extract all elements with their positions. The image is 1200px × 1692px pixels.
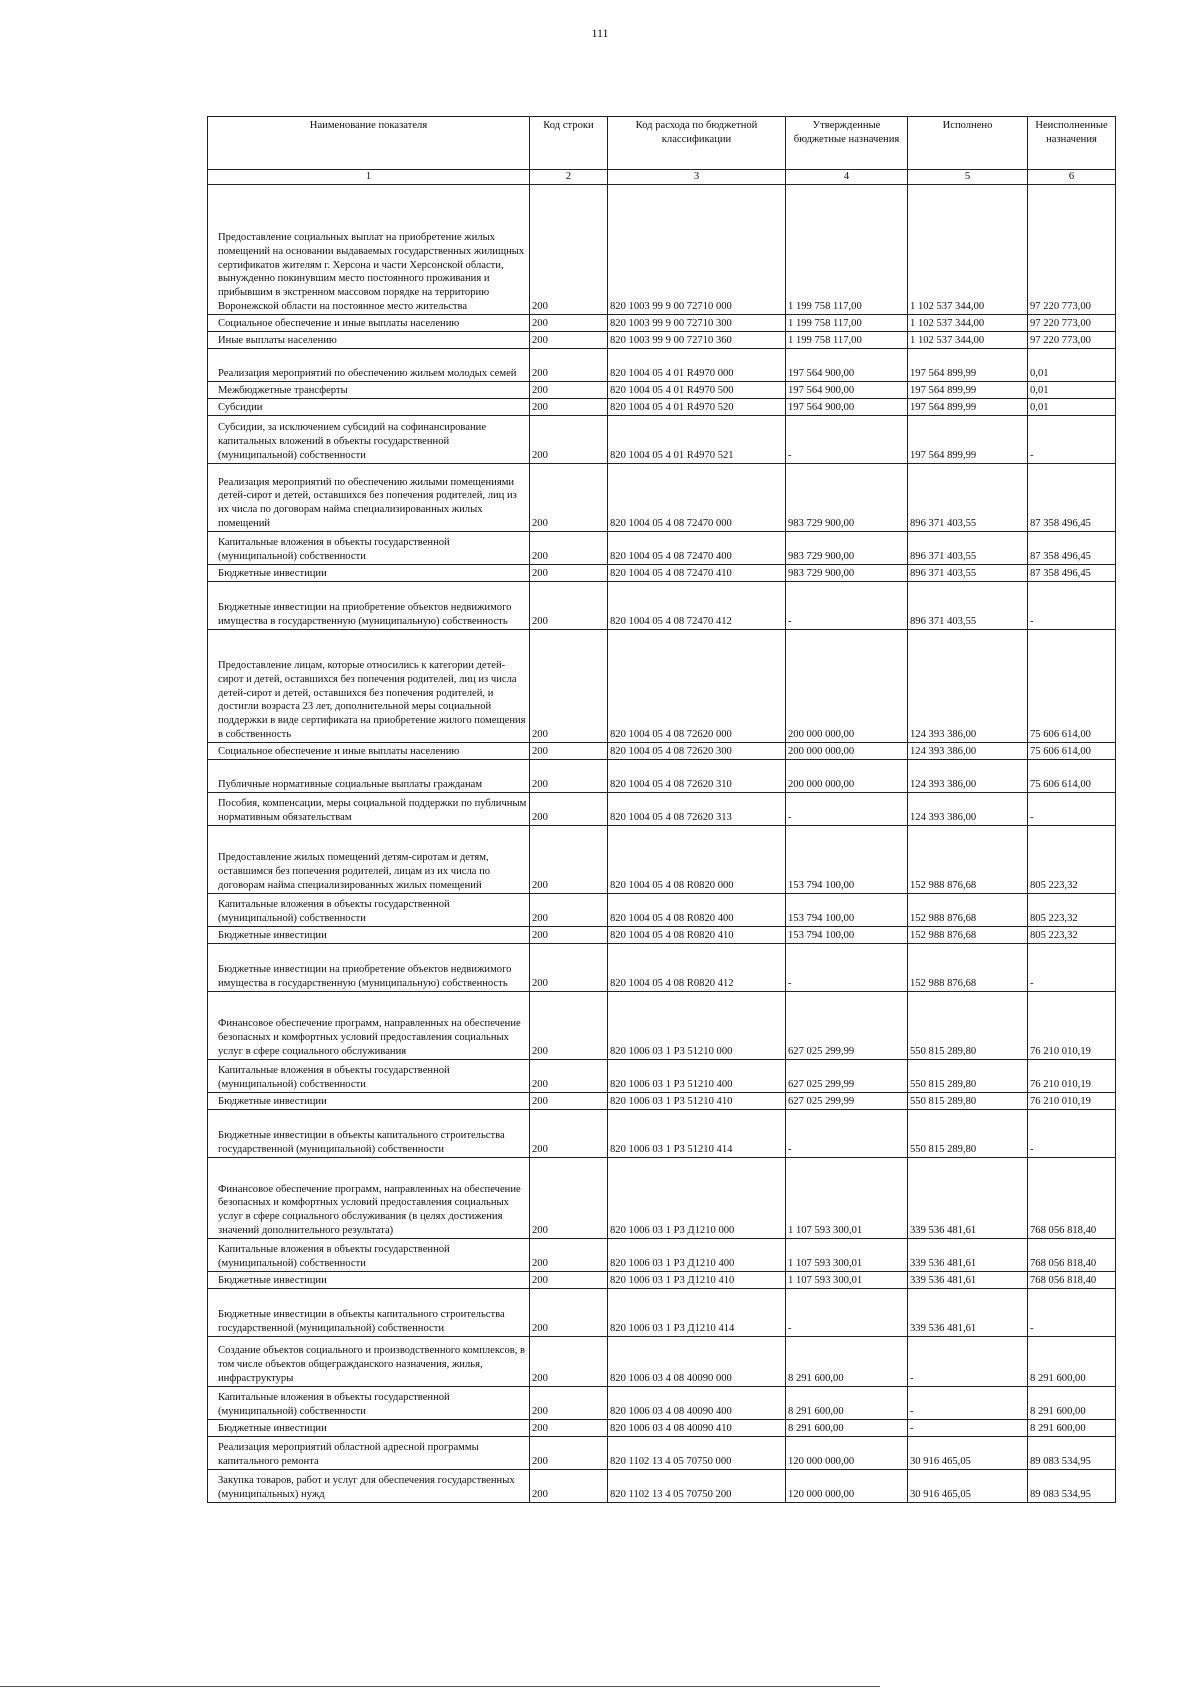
table-row — [208, 1157, 1116, 1238]
cell-unexecuted: 87 358 496,45 — [1028, 564, 1116, 581]
cell-name: Бюджетные инвестиции — [208, 1419, 530, 1436]
cell-unexecuted: - — [1028, 581, 1116, 629]
cell-line-code: 200 — [530, 1109, 608, 1157]
cell-name: Бюджетные инвестиции — [208, 564, 530, 581]
cell-line-code: 200 — [530, 991, 608, 1059]
cell-approved: 627 025 299,99 — [786, 1059, 908, 1092]
cell-line-code: 200 — [530, 792, 608, 825]
cell-executed: 197 564 899,99 — [908, 398, 1028, 415]
cell-line-code: 200 — [530, 348, 608, 381]
cell-approved: 983 729 900,00 — [786, 564, 908, 581]
cell-name: Субсидии — [208, 398, 530, 415]
table-row — [208, 1469, 1116, 1502]
cell-classification-code: 820 1004 05 4 01 R4970 520 — [608, 398, 786, 415]
cell-classification-code: 820 1102 13 4 05 70750 200 — [608, 1469, 786, 1502]
cell-line-code: 200 — [530, 742, 608, 759]
cell-line-code: 200 — [530, 531, 608, 564]
cell-executed: 30 916 465,05 — [908, 1436, 1028, 1469]
cell-line-code: 200 — [530, 1336, 608, 1386]
cell-executed: 339 536 481,61 — [908, 1271, 1028, 1288]
cell-name: Бюджетные инвестиции — [208, 1092, 530, 1109]
table-row — [208, 1336, 1116, 1386]
cell-classification-code: 820 1004 05 4 01 R4970 500 — [608, 381, 786, 398]
column-number: 2 — [530, 170, 608, 185]
cell-approved: 197 564 900,00 — [786, 381, 908, 398]
table-row — [208, 314, 1116, 331]
cell-approved: - — [786, 415, 908, 463]
cell-classification-code: 820 1004 05 4 08 R0820 410 — [608, 926, 786, 943]
cell-line-code: 200 — [530, 926, 608, 943]
cell-line-code: 200 — [530, 1092, 608, 1109]
cell-classification-code: 820 1004 05 4 08 72470 000 — [608, 463, 786, 531]
header-classification-code: Код расхода по бюджетной классификации — [608, 117, 786, 170]
cell-classification-code: 820 1006 03 4 08 40090 410 — [608, 1419, 786, 1436]
cell-line-code: 200 — [530, 463, 608, 531]
cell-classification-code: 820 1006 03 4 08 40090 000 — [608, 1336, 786, 1386]
cell-classification-code: 820 1004 05 4 08 72620 300 — [608, 742, 786, 759]
table-row — [208, 1386, 1116, 1419]
cell-approved: - — [786, 1288, 908, 1336]
cell-executed: 124 393 386,00 — [908, 742, 1028, 759]
cell-classification-code: 820 1006 03 1 P3 Д1210 410 — [608, 1271, 786, 1288]
cell-unexecuted: 805 223,32 — [1028, 893, 1116, 926]
header-executed: Исполнено — [908, 117, 1028, 170]
cell-line-code: 200 — [530, 1238, 608, 1271]
cell-approved: 153 794 100,00 — [786, 926, 908, 943]
table-row — [208, 184, 1116, 314]
cell-name: Социальное обеспечение и иные выплаты населению — [208, 742, 530, 759]
table-row — [208, 742, 1116, 759]
cell-unexecuted: 76 210 010,19 — [1028, 1092, 1116, 1109]
table-row — [208, 348, 1116, 381]
table-row — [208, 564, 1116, 581]
cell-name: Предоставление жилых помещений детям-сиротам и детям, оставшимся без попечения родителей, лицам из их числа по договорам найма специализированных жилых помещений — [208, 825, 530, 893]
cell-classification-code: 820 1006 03 1 P3 51210 000 — [608, 991, 786, 1059]
column-number-row — [208, 170, 1116, 185]
cell-unexecuted: 0,01 — [1028, 381, 1116, 398]
table-row — [208, 1436, 1116, 1469]
cell-classification-code: 820 1006 03 1 P3 Д1210 400 — [608, 1238, 786, 1271]
cell-line-code: 200 — [530, 893, 608, 926]
cell-unexecuted: 768 056 818,40 — [1028, 1238, 1116, 1271]
header-line-code: Код строки — [530, 117, 608, 170]
cell-line-code: 200 — [530, 581, 608, 629]
cell-executed: 197 564 899,99 — [908, 348, 1028, 381]
cell-classification-code: 820 1006 03 1 P3 51210 414 — [608, 1109, 786, 1157]
cell-name: Субсидии, за исключением субсидий на софинансирование капитальных вложений в объекты государственной (муниципальной) собственности — [208, 415, 530, 463]
cell-executed: 152 988 876,68 — [908, 893, 1028, 926]
cell-unexecuted: - — [1028, 943, 1116, 991]
cell-executed: 124 393 386,00 — [908, 792, 1028, 825]
table-row — [208, 415, 1116, 463]
cell-name: Бюджетные инвестиции в объекты капитального строительства государственной (муниципальной) собственности — [208, 1288, 530, 1336]
cell-line-code: 200 — [530, 825, 608, 893]
header-unexecuted: Неисполненные назначения — [1028, 117, 1116, 170]
cell-classification-code: 820 1004 05 4 01 R4970 521 — [608, 415, 786, 463]
cell-executed: 152 988 876,68 — [908, 825, 1028, 893]
cell-classification-code: 820 1004 05 4 08 72620 310 — [608, 759, 786, 792]
cell-unexecuted: 75 606 614,00 — [1028, 759, 1116, 792]
header-approved: Утвержденные бюджетные назначения — [786, 117, 908, 170]
cell-unexecuted: 76 210 010,19 — [1028, 991, 1116, 1059]
cell-classification-code: 820 1004 05 4 08 72470 410 — [608, 564, 786, 581]
cell-name: Бюджетные инвестиции — [208, 926, 530, 943]
table-header-row — [208, 117, 1116, 170]
cell-executed: 1 102 537 344,00 — [908, 331, 1028, 348]
table-row — [208, 759, 1116, 792]
cell-executed: 124 393 386,00 — [908, 629, 1028, 742]
cell-executed: 197 564 899,99 — [908, 381, 1028, 398]
table-row — [208, 1419, 1116, 1436]
cell-executed: 1 102 537 344,00 — [908, 184, 1028, 314]
cell-approved: - — [786, 581, 908, 629]
cell-line-code: 200 — [530, 1271, 608, 1288]
cell-name: Финансовое обеспечение программ, направленных на обеспечение безопасных и комфортных условий предоставления социальных услуг в сфере социального обслуживания (в целях достижения значений дополнительного результата) — [208, 1157, 530, 1238]
cell-executed: 339 536 481,61 — [908, 1157, 1028, 1238]
cell-executed: - — [908, 1386, 1028, 1419]
cell-line-code: 200 — [530, 943, 608, 991]
cell-name: Бюджетные инвестиции — [208, 1271, 530, 1288]
cell-name: Иные выплаты населению — [208, 331, 530, 348]
cell-unexecuted: 87 358 496,45 — [1028, 463, 1116, 531]
cell-classification-code: 820 1004 05 4 08 R0820 412 — [608, 943, 786, 991]
table-row — [208, 926, 1116, 943]
cell-name: Бюджетные инвестиции на приобретение объектов недвижимого имущества в государственную (муниципальную) собственность — [208, 581, 530, 629]
cell-executed: 124 393 386,00 — [908, 759, 1028, 792]
cell-unexecuted: 805 223,32 — [1028, 926, 1116, 943]
cell-unexecuted: 75 606 614,00 — [1028, 629, 1116, 742]
table-row — [208, 943, 1116, 991]
table-row — [208, 825, 1116, 893]
cell-unexecuted: 805 223,32 — [1028, 825, 1116, 893]
cell-unexecuted: - — [1028, 1109, 1116, 1157]
table-row — [208, 991, 1116, 1059]
cell-unexecuted: 8 291 600,00 — [1028, 1336, 1116, 1386]
table-row — [208, 1238, 1116, 1271]
cell-executed: 339 536 481,61 — [908, 1288, 1028, 1336]
cell-approved: - — [786, 1109, 908, 1157]
cell-line-code: 200 — [530, 1419, 608, 1436]
cell-executed: 152 988 876,68 — [908, 943, 1028, 991]
cell-approved: 1 107 593 300,01 — [786, 1157, 908, 1238]
cell-executed: 1 102 537 344,00 — [908, 314, 1028, 331]
cell-approved: 1 107 593 300,01 — [786, 1238, 908, 1271]
cell-unexecuted: 0,01 — [1028, 398, 1116, 415]
cell-classification-code: 820 1006 03 1 P3 Д1210 414 — [608, 1288, 786, 1336]
cell-line-code: 200 — [530, 381, 608, 398]
cell-name: Реализация мероприятий по обеспечению жильем молодых семей — [208, 348, 530, 381]
cell-line-code: 200 — [530, 759, 608, 792]
table-row — [208, 1271, 1116, 1288]
column-number: 6 — [1028, 170, 1116, 185]
table-row — [208, 1059, 1116, 1092]
cell-executed: 550 815 289,80 — [908, 1059, 1028, 1092]
cell-name: Реализация мероприятий по обеспечению жилыми помещениями детей-сирот и детей, оставшихся без попечения родителей, лиц из их числа по договорам найма специализированных жилых помещений — [208, 463, 530, 531]
cell-name: Капитальные вложения в объекты государственной (муниципальной) собственности — [208, 1238, 530, 1271]
cell-classification-code: 820 1006 03 4 08 40090 400 — [608, 1386, 786, 1419]
cell-name: Межбюджетные трансферты — [208, 381, 530, 398]
cell-approved: 1 199 758 117,00 — [786, 314, 908, 331]
cell-name: Создание объектов социального и производственного комплексов, в том числе объектов общегражданского назначения, жилья, инфраструктуры — [208, 1336, 530, 1386]
cell-name: Бюджетные инвестиции на приобретение объектов недвижимого имущества в государственную (муниципальную) собственность — [208, 943, 530, 991]
cell-unexecuted: 89 083 534,95 — [1028, 1436, 1116, 1469]
cell-name: Капитальные вложения в объекты государственной (муниципальной) собственности — [208, 1386, 530, 1419]
cell-classification-code: 820 1004 05 4 08 R0820 400 — [608, 893, 786, 926]
page-number: 111 — [591, 26, 609, 40]
cell-approved: - — [786, 792, 908, 825]
table-row — [208, 531, 1116, 564]
cell-classification-code: 820 1003 99 9 00 72710 360 — [608, 331, 786, 348]
table-row — [208, 893, 1116, 926]
cell-classification-code: 820 1006 03 1 P3 Д1210 000 — [608, 1157, 786, 1238]
column-number: 3 — [608, 170, 786, 185]
cell-executed: 152 988 876,68 — [908, 926, 1028, 943]
cell-executed: 30 916 465,05 — [908, 1469, 1028, 1502]
cell-approved: 1 107 593 300,01 — [786, 1271, 908, 1288]
header-name: Наименование показателя — [208, 117, 530, 170]
table-row — [208, 331, 1116, 348]
cell-line-code: 200 — [530, 629, 608, 742]
cell-line-code: 200 — [530, 184, 608, 314]
cell-name: Реализация мероприятий областной адресной программы капитального ремонта — [208, 1436, 530, 1469]
cell-name: Предоставление социальных выплат на приобретение жилых помещений на основании выдаваемых государственных жилищных сертификатов жителям г. Херсона и части Херсонской области, вынужденно покинувшим место постоянного проживания и прибывшим в экстренном массовом порядке на территорию Воронежской области на постоянное место жительства — [208, 184, 530, 314]
cell-name: Публичные нормативные социальные выплаты гражданам — [208, 759, 530, 792]
cell-line-code: 200 — [530, 314, 608, 331]
cell-name: Финансовое обеспечение программ, направленных на обеспечение безопасных и комфортных условий предоставления социальных услуг в сфере социального обслуживания — [208, 991, 530, 1059]
cell-approved: 120 000 000,00 — [786, 1469, 908, 1502]
cell-classification-code: 820 1003 99 9 00 72710 300 — [608, 314, 786, 331]
cell-line-code: 200 — [530, 1386, 608, 1419]
table-row — [208, 1092, 1116, 1109]
cell-line-code: 200 — [530, 1157, 608, 1238]
table-row — [208, 581, 1116, 629]
cell-executed: 550 815 289,80 — [908, 991, 1028, 1059]
table-row — [208, 792, 1116, 825]
table-row — [208, 381, 1116, 398]
cell-classification-code: 820 1004 05 4 08 72620 000 — [608, 629, 786, 742]
cell-classification-code: 820 1004 05 4 08 R0820 000 — [608, 825, 786, 893]
cell-name: Пособия, компенсации, меры социальной поддержки по публичным нормативным обязательствам — [208, 792, 530, 825]
table-row — [208, 398, 1116, 415]
cell-executed: 550 815 289,80 — [908, 1092, 1028, 1109]
column-number: 5 — [908, 170, 1028, 185]
column-number: 1 — [208, 170, 530, 185]
cell-unexecuted: 8 291 600,00 — [1028, 1386, 1116, 1419]
cell-classification-code: 820 1003 99 9 00 72710 000 — [608, 184, 786, 314]
cell-executed: 896 371 403,55 — [908, 531, 1028, 564]
cell-name: Предоставление лицам, которые относились к категории детей-сирот и детей, оставшихся без попечения родителей, лиц из числа детей-сирот и детей, оставшихся без попечения родителей, и достигли возраста 23 лет, дополнительной меры социальной поддержки в виде сертификата на приобретение жилого помещения в собственность — [208, 629, 530, 742]
cell-unexecuted: 87 358 496,45 — [1028, 531, 1116, 564]
cell-approved: 983 729 900,00 — [786, 531, 908, 564]
cell-name: Капитальные вложения в объекты государственной (муниципальной) собственности — [208, 1059, 530, 1092]
cell-approved: 8 291 600,00 — [786, 1336, 908, 1386]
table-body — [208, 184, 1116, 1502]
cell-line-code: 200 — [530, 1436, 608, 1469]
table-row — [208, 629, 1116, 742]
cell-name: Социальное обеспечение и иные выплаты населению — [208, 314, 530, 331]
cell-approved: - — [786, 943, 908, 991]
cell-approved: 200 000 000,00 — [786, 629, 908, 742]
cell-line-code: 200 — [530, 1059, 608, 1092]
cell-unexecuted: 76 210 010,19 — [1028, 1059, 1116, 1092]
cell-approved: 1 199 758 117,00 — [786, 184, 908, 314]
cell-classification-code: 820 1004 05 4 08 72470 400 — [608, 531, 786, 564]
bottom-rule — [0, 1686, 880, 1687]
cell-line-code: 200 — [530, 1288, 608, 1336]
cell-unexecuted: 0,01 — [1028, 348, 1116, 381]
cell-unexecuted: 75 606 614,00 — [1028, 742, 1116, 759]
cell-executed: 896 371 403,55 — [908, 564, 1028, 581]
cell-unexecuted: 97 220 773,00 — [1028, 184, 1116, 314]
cell-unexecuted: 97 220 773,00 — [1028, 314, 1116, 331]
cell-approved: 197 564 900,00 — [786, 398, 908, 415]
cell-unexecuted: 768 056 818,40 — [1028, 1271, 1116, 1288]
cell-classification-code: 820 1102 13 4 05 70750 000 — [608, 1436, 786, 1469]
cell-executed: 197 564 899,99 — [908, 415, 1028, 463]
cell-unexecuted: - — [1028, 415, 1116, 463]
cell-approved: 153 794 100,00 — [786, 893, 908, 926]
cell-approved: 200 000 000,00 — [786, 759, 908, 792]
cell-approved: 983 729 900,00 — [786, 463, 908, 531]
column-number: 4 — [786, 170, 908, 185]
cell-unexecuted: 97 220 773,00 — [1028, 331, 1116, 348]
cell-unexecuted: 768 056 818,40 — [1028, 1157, 1116, 1238]
cell-name: Бюджетные инвестиции в объекты капитального строительства государственной (муниципальной) собственности — [208, 1109, 530, 1157]
budget-execution-table — [207, 116, 1116, 1503]
cell-name: Закупка товаров, работ и услуг для обеспечения государственных (муниципальных) нужд — [208, 1469, 530, 1502]
cell-classification-code: 820 1004 05 4 08 72620 313 — [608, 792, 786, 825]
cell-line-code: 200 — [530, 1469, 608, 1502]
table-row — [208, 1288, 1116, 1336]
cell-line-code: 200 — [530, 564, 608, 581]
table-row — [208, 1109, 1116, 1157]
cell-classification-code: 820 1004 05 4 01 R4970 000 — [608, 348, 786, 381]
cell-classification-code: 820 1004 05 4 08 72470 412 — [608, 581, 786, 629]
cell-executed: 896 371 403,55 — [908, 581, 1028, 629]
cell-line-code: 200 — [530, 331, 608, 348]
cell-approved: 197 564 900,00 — [786, 348, 908, 381]
cell-executed: 339 536 481,61 — [908, 1238, 1028, 1271]
cell-name: Капитальные вложения в объекты государственной (муниципальной) собственности — [208, 893, 530, 926]
cell-executed: 550 815 289,80 — [908, 1109, 1028, 1157]
table-row — [208, 463, 1116, 531]
cell-line-code: 200 — [530, 415, 608, 463]
cell-approved: 1 199 758 117,00 — [786, 331, 908, 348]
cell-approved: 153 794 100,00 — [786, 825, 908, 893]
cell-line-code: 200 — [530, 398, 608, 415]
cell-approved: 8 291 600,00 — [786, 1386, 908, 1419]
cell-approved: 200 000 000,00 — [786, 742, 908, 759]
cell-classification-code: 820 1006 03 1 P3 51210 400 — [608, 1059, 786, 1092]
cell-unexecuted: 8 291 600,00 — [1028, 1419, 1116, 1436]
cell-approved: 627 025 299,99 — [786, 1092, 908, 1109]
cell-unexecuted: 89 083 534,95 — [1028, 1469, 1116, 1502]
cell-name: Капитальные вложения в объекты государственной (муниципальной) собственности — [208, 531, 530, 564]
cell-executed: 896 371 403,55 — [908, 463, 1028, 531]
cell-unexecuted: - — [1028, 792, 1116, 825]
cell-approved: 120 000 000,00 — [786, 1436, 908, 1469]
cell-classification-code: 820 1006 03 1 P3 51210 410 — [608, 1092, 786, 1109]
cell-approved: 627 025 299,99 — [786, 991, 908, 1059]
cell-unexecuted: - — [1028, 1288, 1116, 1336]
cell-executed: - — [908, 1419, 1028, 1436]
cell-approved: 8 291 600,00 — [786, 1419, 908, 1436]
cell-executed: - — [908, 1336, 1028, 1386]
